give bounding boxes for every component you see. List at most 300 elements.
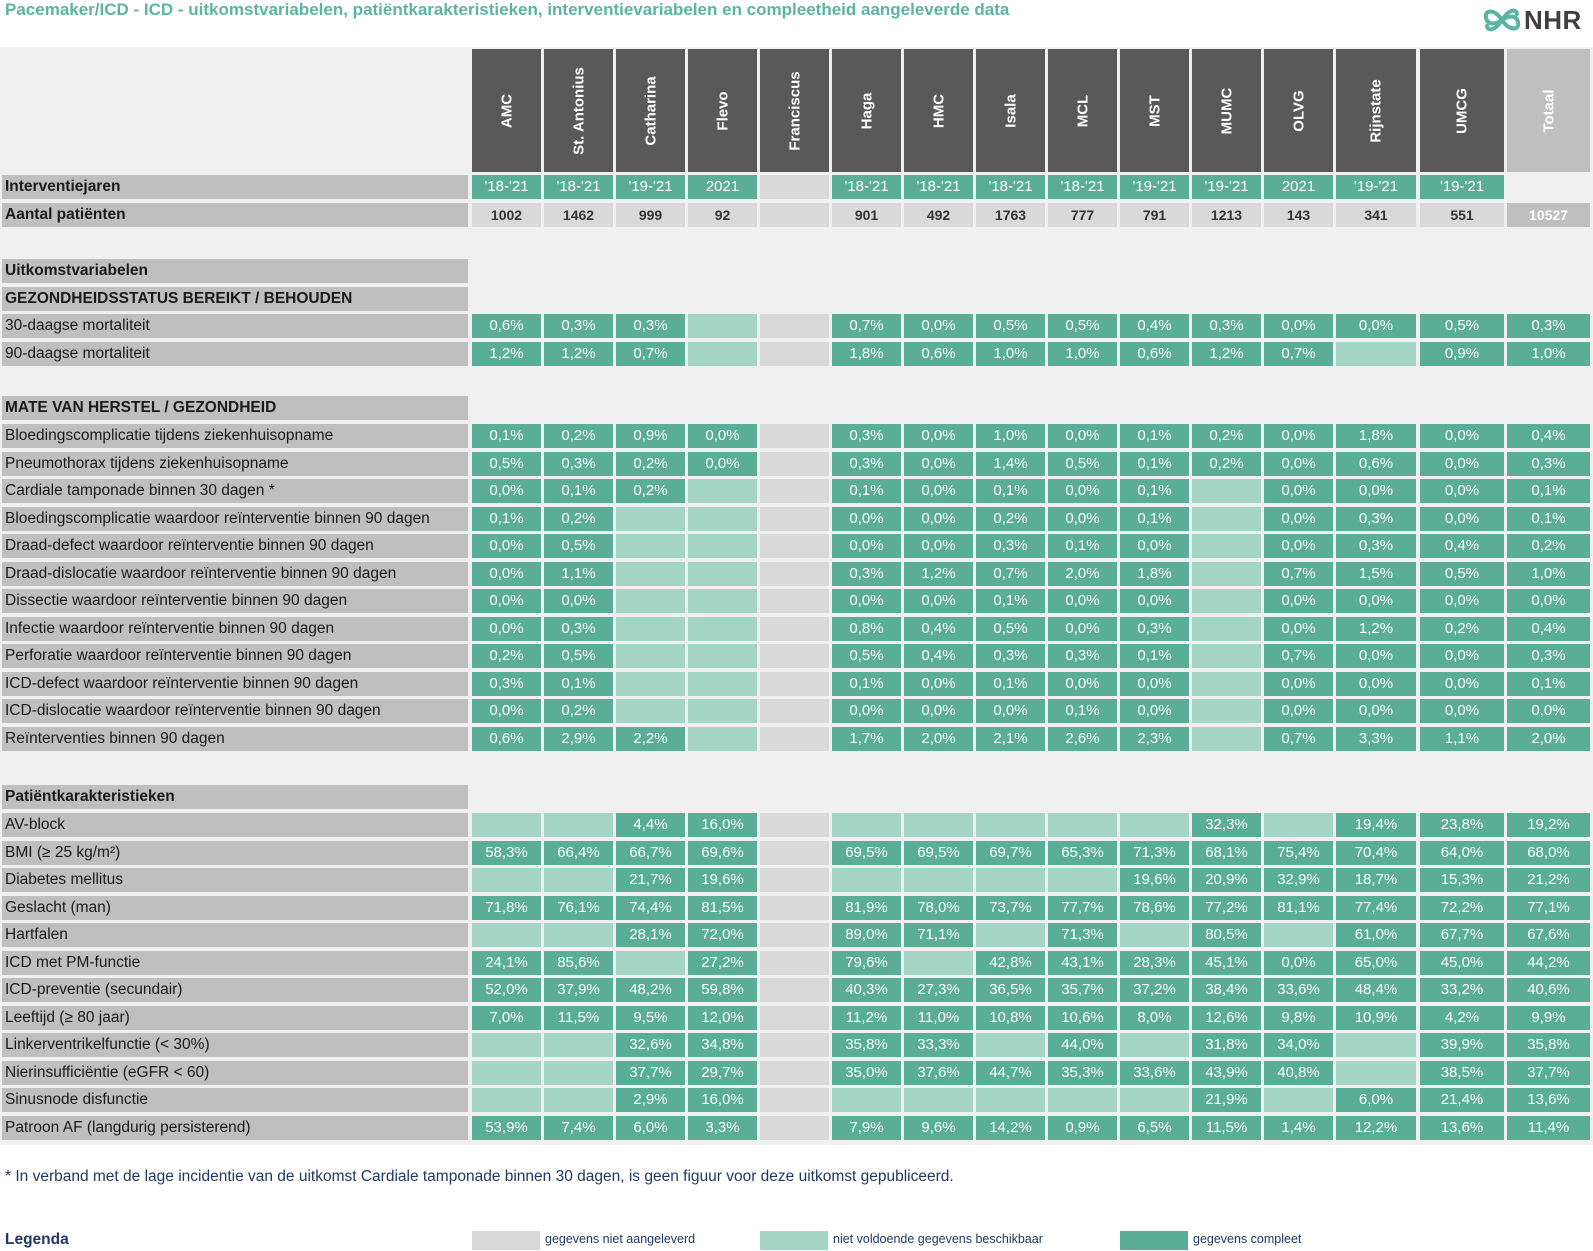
column-header-totaal — [1507, 49, 1590, 172]
legend-swatch-gegevens-compleet — [1120, 1231, 1188, 1250]
cell-mumc — [1192, 562, 1261, 586]
cell-umcg: 0,0% — [1420, 507, 1504, 531]
cell-rijnstate: 0,6% — [1336, 452, 1416, 476]
cell-mst: '19-'21 — [1120, 175, 1189, 199]
cell-franciscus — [760, 507, 829, 531]
cell-franciscus — [760, 203, 829, 227]
cell-flevo — [688, 617, 757, 641]
cell-flevo: 59,8% — [688, 978, 757, 1002]
logo-text: NHR — [1524, 4, 1582, 35]
cell-totaal: 0,0% — [1507, 699, 1590, 723]
cell-haga: 69,5% — [832, 841, 901, 865]
cell-rijnstate: 77,4% — [1336, 896, 1416, 920]
cell-olvg: 0,0% — [1264, 672, 1333, 696]
cell-rijnstate: 0,0% — [1336, 479, 1416, 503]
cell-haga: 0,3% — [832, 452, 901, 476]
cell-isala — [976, 1088, 1045, 1112]
cell-flevo: 92 — [688, 203, 757, 227]
cell-olvg: 1,4% — [1264, 1116, 1333, 1140]
cell-amc — [472, 1088, 541, 1112]
cell-st-antonius: 0,5% — [544, 644, 613, 668]
cell-umcg: 39,9% — [1420, 1033, 1504, 1057]
cell-franciscus — [760, 1116, 829, 1140]
cell-hmc: 492 — [904, 203, 973, 227]
cell-st-antonius: 0,1% — [544, 479, 613, 503]
cell-haga: 0,3% — [832, 562, 901, 586]
column-header-label: HMC — [930, 93, 947, 128]
cell-st-antonius: 0,2% — [544, 424, 613, 448]
cell-rijnstate: 0,3% — [1336, 507, 1416, 531]
cell-hmc: 0,4% — [904, 617, 973, 641]
cell-isala: 0,7% — [976, 562, 1045, 586]
row-label: 90-daagse mortaliteit — [2, 342, 468, 366]
column-header-label: Franciscus — [786, 70, 803, 151]
cell-catharina: 2,9% — [616, 1088, 685, 1112]
cell-mumc: 0,2% — [1192, 452, 1261, 476]
cell-rijnstate: 0,0% — [1336, 589, 1416, 613]
cell-catharina: 6,0% — [616, 1116, 685, 1140]
cell-olvg: 75,4% — [1264, 841, 1333, 865]
cell-olvg: 0,0% — [1264, 452, 1333, 476]
cell-totaal: 2,0% — [1507, 727, 1590, 751]
cell-umcg: 0,0% — [1420, 644, 1504, 668]
legend-label-gegevens-compleet: gegevens compleet — [1193, 1232, 1302, 1246]
cell-mumc: 77,2% — [1192, 896, 1261, 920]
cell-totaal: 68,0% — [1507, 841, 1590, 865]
cell-amc: 0,1% — [472, 424, 541, 448]
cell-mst: 0,1% — [1120, 507, 1189, 531]
cell-rijnstate: 341 — [1336, 203, 1416, 227]
cell-rijnstate: 0,0% — [1336, 314, 1416, 338]
cell-catharina: 74,4% — [616, 896, 685, 920]
cell-olvg: 0,7% — [1264, 727, 1333, 751]
cell-st-antonius: 0,3% — [544, 617, 613, 641]
cell-haga — [832, 813, 901, 837]
column-header-mcl — [1048, 49, 1117, 172]
row-label: BMI (≥ 25 kg/m²) — [2, 841, 468, 865]
cell-catharina: '19-'21 — [616, 175, 685, 199]
cell-totaal: 21,2% — [1507, 868, 1590, 892]
column-header-label: St. Antonius — [570, 66, 587, 155]
cell-olvg: 0,0% — [1264, 589, 1333, 613]
cell-mcl — [1048, 868, 1117, 892]
cell-umcg: 67,7% — [1420, 923, 1504, 947]
cell-mumc — [1192, 727, 1261, 751]
cell-hmc — [904, 951, 973, 975]
cell-olvg: 81,1% — [1264, 896, 1333, 920]
cell-umcg: 0,9% — [1420, 342, 1504, 366]
cell-totaal: 0,3% — [1507, 314, 1590, 338]
cell-rijnstate: 1,2% — [1336, 617, 1416, 641]
cell-franciscus — [760, 672, 829, 696]
cell-haga: 0,0% — [832, 699, 901, 723]
cell-st-antonius — [544, 1033, 613, 1057]
cell-mst: 33,6% — [1120, 1061, 1189, 1085]
cell-totaal: 10527 — [1507, 203, 1590, 227]
cell-amc: 7,0% — [472, 1006, 541, 1030]
cell-mcl: 35,7% — [1048, 978, 1117, 1002]
cell-franciscus — [760, 175, 829, 199]
cell-mcl: 35,3% — [1048, 1061, 1117, 1085]
cell-amc: 0,6% — [472, 727, 541, 751]
cell-mumc — [1192, 699, 1261, 723]
column-header-rijnstate — [1336, 49, 1416, 172]
cell-mumc — [1192, 479, 1261, 503]
cell-flevo — [688, 644, 757, 668]
cell-mumc — [1192, 507, 1261, 531]
cell-amc — [472, 923, 541, 947]
cell-flevo — [688, 562, 757, 586]
cell-isala: 2,1% — [976, 727, 1045, 751]
cell-amc: 24,1% — [472, 951, 541, 975]
cell-totaal: 77,1% — [1507, 896, 1590, 920]
cell-hmc: 0,0% — [904, 699, 973, 723]
cell-franciscus — [760, 699, 829, 723]
cell-flevo — [688, 672, 757, 696]
cell-hmc: 0,0% — [904, 507, 973, 531]
column-header-label: OLVG — [1290, 89, 1307, 132]
row-label: Dissectie waardoor reïnterventie binnen 90 dagen — [2, 589, 468, 613]
cell-mumc: 21,9% — [1192, 1088, 1261, 1112]
row-label: Reïnterventies binnen 90 dagen — [2, 727, 468, 751]
row-label: Patroon AF (langdurig persisterend) — [2, 1116, 468, 1140]
cell-flevo — [688, 589, 757, 613]
cell-mst: 0,0% — [1120, 589, 1189, 613]
column-header-amc — [472, 49, 541, 172]
cell-isala: 0,1% — [976, 479, 1045, 503]
cell-olvg: 0,0% — [1264, 314, 1333, 338]
cell-isala: 14,2% — [976, 1116, 1045, 1140]
cell-olvg: 2021 — [1264, 175, 1333, 199]
row-label: Perforatie waardoor reïnterventie binnen 90 dagen — [2, 644, 468, 668]
cell-st-antonius: 66,4% — [544, 841, 613, 865]
cell-hmc: 71,1% — [904, 923, 973, 947]
cell-franciscus — [760, 813, 829, 837]
cell-catharina: 48,2% — [616, 978, 685, 1002]
cell-franciscus — [760, 314, 829, 338]
cell-flevo — [688, 534, 757, 558]
legend-title: Legenda — [5, 1231, 69, 1248]
cell-mumc — [1192, 589, 1261, 613]
cell-mumc — [1192, 644, 1261, 668]
column-header-olvg — [1264, 49, 1333, 172]
row-label: Linkerventrikelfunctie (< 30%) — [2, 1033, 468, 1057]
cell-olvg: 0,0% — [1264, 699, 1333, 723]
cell-mcl: 0,1% — [1048, 699, 1117, 723]
cell-catharina: 37,7% — [616, 1061, 685, 1085]
cell-umcg: 23,8% — [1420, 813, 1504, 837]
cell-umcg: 0,0% — [1420, 452, 1504, 476]
cell-totaal: 0,2% — [1507, 534, 1590, 558]
cell-mumc: 43,9% — [1192, 1061, 1261, 1085]
cell-rijnstate: 1,8% — [1336, 424, 1416, 448]
cell-umcg: 0,5% — [1420, 314, 1504, 338]
cell-st-antonius: 0,2% — [544, 507, 613, 531]
cell-isala: 36,5% — [976, 978, 1045, 1002]
cell-rijnstate: 65,0% — [1336, 951, 1416, 975]
cell-st-antonius — [544, 1061, 613, 1085]
cell-rijnstate — [1336, 1061, 1416, 1085]
section-gezondheid: GEZONDHEIDSSTATUS BEREIKT / BEHOUDEN — [2, 287, 468, 311]
cell-st-antonius: 1,1% — [544, 562, 613, 586]
cell-hmc: 2,0% — [904, 727, 973, 751]
cell-isala: 0,3% — [976, 534, 1045, 558]
cell-hmc: 1,2% — [904, 562, 973, 586]
cell-catharina: 0,2% — [616, 479, 685, 503]
cell-catharina — [616, 672, 685, 696]
cell-mumc: 32,3% — [1192, 813, 1261, 837]
cell-rijnstate: 19,4% — [1336, 813, 1416, 837]
cell-umcg: 64,0% — [1420, 841, 1504, 865]
cell-hmc: 0,0% — [904, 452, 973, 476]
cell-rijnstate: 61,0% — [1336, 923, 1416, 947]
column-header-hmc — [904, 49, 973, 172]
cell-mumc: 0,2% — [1192, 424, 1261, 448]
cell-amc: 0,2% — [472, 644, 541, 668]
cell-mcl: 43,1% — [1048, 951, 1117, 975]
cell-olvg: 0,7% — [1264, 644, 1333, 668]
cell-totaal: 1,0% — [1507, 562, 1590, 586]
cell-olvg: 0,0% — [1264, 507, 1333, 531]
cell-hmc: 37,6% — [904, 1061, 973, 1085]
cell-st-antonius: 7,4% — [544, 1116, 613, 1140]
row-label: Diabetes mellitus — [2, 868, 468, 892]
cell-rijnstate: 70,4% — [1336, 841, 1416, 865]
cell-mumc: 38,4% — [1192, 978, 1261, 1002]
cell-st-antonius: 0,3% — [544, 452, 613, 476]
cell-flevo: 2021 — [688, 175, 757, 199]
cell-isala — [976, 923, 1045, 947]
cell-st-antonius — [544, 923, 613, 947]
cell-catharina: 0,7% — [616, 342, 685, 366]
cell-umcg: 0,0% — [1420, 424, 1504, 448]
cell-olvg: 9,8% — [1264, 1006, 1333, 1030]
cell-flevo: 0,0% — [688, 452, 757, 476]
cell-catharina: 32,6% — [616, 1033, 685, 1057]
cell-franciscus — [760, 727, 829, 751]
cell-isala: 0,5% — [976, 314, 1045, 338]
cell-franciscus — [760, 868, 829, 892]
cell-haga: 0,1% — [832, 479, 901, 503]
cell-flevo — [688, 479, 757, 503]
cell-totaal: 0,3% — [1507, 452, 1590, 476]
cell-haga: 7,9% — [832, 1116, 901, 1140]
cell-olvg: 40,8% — [1264, 1061, 1333, 1085]
cell-mcl: 10,6% — [1048, 1006, 1117, 1030]
cell-totaal: 19,2% — [1507, 813, 1590, 837]
cell-mumc: '19-'21 — [1192, 175, 1261, 199]
cell-catharina — [616, 589, 685, 613]
cell-rijnstate — [1336, 342, 1416, 366]
cell-totaal: 44,2% — [1507, 951, 1590, 975]
cell-haga: 35,8% — [832, 1033, 901, 1057]
cell-catharina — [616, 507, 685, 531]
cell-mcl: 0,5% — [1048, 314, 1117, 338]
cell-mumc: 12,6% — [1192, 1006, 1261, 1030]
cell-st-antonius: 85,6% — [544, 951, 613, 975]
cell-umcg: 21,4% — [1420, 1088, 1504, 1112]
nhr-logo-icon — [1482, 2, 1522, 38]
cell-mcl: 0,0% — [1048, 424, 1117, 448]
cell-hmc — [904, 868, 973, 892]
cell-mst: 0,0% — [1120, 534, 1189, 558]
cell-haga: 0,3% — [832, 424, 901, 448]
cell-mst: 37,2% — [1120, 978, 1189, 1002]
cell-flevo: 19,6% — [688, 868, 757, 892]
cell-totaal: 1,0% — [1507, 342, 1590, 366]
cell-mcl: 0,0% — [1048, 507, 1117, 531]
cell-mumc: 11,5% — [1192, 1116, 1261, 1140]
cell-isala: 73,7% — [976, 896, 1045, 920]
cell-franciscus — [760, 1061, 829, 1085]
row-label: Hartfalen — [2, 923, 468, 947]
cell-mst: 6,5% — [1120, 1116, 1189, 1140]
cell-hmc: 27,3% — [904, 978, 973, 1002]
cell-isala: 1,4% — [976, 452, 1045, 476]
cell-st-antonius: 0,0% — [544, 589, 613, 613]
cell-olvg — [1264, 923, 1333, 947]
cell-catharina: 999 — [616, 203, 685, 227]
column-header-mumc — [1192, 49, 1261, 172]
cell-haga: 35,0% — [832, 1061, 901, 1085]
cell-st-antonius: 11,5% — [544, 1006, 613, 1030]
legend-swatch-gegevens-niet-aangeleverd — [472, 1231, 540, 1250]
cell-mst: 0,1% — [1120, 479, 1189, 503]
column-header-label: AMC — [498, 93, 515, 128]
cell-franciscus — [760, 342, 829, 366]
cell-mst: 1,8% — [1120, 562, 1189, 586]
cell-catharina — [616, 644, 685, 668]
cell-franciscus — [760, 951, 829, 975]
cell-st-antonius: 37,9% — [544, 978, 613, 1002]
cell-catharina: 0,3% — [616, 314, 685, 338]
cell-mcl: 0,0% — [1048, 672, 1117, 696]
cell-olvg: 0,0% — [1264, 951, 1333, 975]
cell-amc: 1002 — [472, 203, 541, 227]
cell-amc: 58,3% — [472, 841, 541, 865]
cell-isala — [976, 868, 1045, 892]
cell-isala — [976, 813, 1045, 837]
cell-catharina — [616, 617, 685, 641]
cell-hmc: 0,0% — [904, 589, 973, 613]
column-header-label: Catharina — [642, 75, 659, 146]
cell-st-antonius: 0,5% — [544, 534, 613, 558]
cell-catharina: 2,2% — [616, 727, 685, 751]
cell-hmc — [904, 813, 973, 837]
cell-olvg: 0,0% — [1264, 617, 1333, 641]
cell-mcl: 777 — [1048, 203, 1117, 227]
cell-mst: 71,3% — [1120, 841, 1189, 865]
cell-umcg: 0,0% — [1420, 479, 1504, 503]
cell-olvg: 0,7% — [1264, 342, 1333, 366]
cell-st-antonius: 76,1% — [544, 896, 613, 920]
cell-amc: 0,6% — [472, 314, 541, 338]
cell-mst: 0,6% — [1120, 342, 1189, 366]
cell-umcg: 0,0% — [1420, 589, 1504, 613]
row-label: Infectie waardoor reïnterventie binnen 90 dagen — [2, 617, 468, 641]
row-label: AV-block — [2, 813, 468, 837]
cell-rijnstate: 3,3% — [1336, 727, 1416, 751]
cell-isala: 10,8% — [976, 1006, 1045, 1030]
cell-catharina — [616, 699, 685, 723]
cell-amc: 0,0% — [472, 479, 541, 503]
cell-mcl: 1,0% — [1048, 342, 1117, 366]
row-label: ICD met PM-functie — [2, 951, 468, 975]
cell-rijnstate: 6,0% — [1336, 1088, 1416, 1112]
cell-amc: 71,8% — [472, 896, 541, 920]
cell-amc: 0,1% — [472, 507, 541, 531]
cell-franciscus — [760, 1088, 829, 1112]
column-header-st-antonius — [544, 49, 613, 172]
cell-catharina: 21,7% — [616, 868, 685, 892]
cell-olvg: 34,0% — [1264, 1033, 1333, 1057]
cell-haga: 81,9% — [832, 896, 901, 920]
cell-catharina — [616, 534, 685, 558]
cell-isala: 44,7% — [976, 1061, 1045, 1085]
cell-isala: 1,0% — [976, 424, 1045, 448]
cell-amc: 0,0% — [472, 534, 541, 558]
cell-st-antonius: 0,2% — [544, 699, 613, 723]
cell-catharina: 66,7% — [616, 841, 685, 865]
cell-mcl: 2,6% — [1048, 727, 1117, 751]
cell-haga: 89,0% — [832, 923, 901, 947]
cell-haga — [832, 1088, 901, 1112]
cell-olvg — [1264, 1088, 1333, 1112]
cell-rijnstate: 48,4% — [1336, 978, 1416, 1002]
cell-haga: '18-'21 — [832, 175, 901, 199]
cell-mumc: 1213 — [1192, 203, 1261, 227]
cell-mst — [1120, 1088, 1189, 1112]
section-uitkomst: Uitkomstvariabelen — [2, 259, 468, 283]
column-header-label: Flevo — [714, 90, 731, 131]
cell-catharina: 28,1% — [616, 923, 685, 947]
column-header-label: MST — [1146, 94, 1163, 127]
cell-flevo — [688, 342, 757, 366]
cell-mst: 0,1% — [1120, 644, 1189, 668]
cell-amc — [472, 1033, 541, 1057]
cell-mst: 0,0% — [1120, 699, 1189, 723]
cell-mst: 791 — [1120, 203, 1189, 227]
cell-haga: 901 — [832, 203, 901, 227]
cell-mumc: 20,9% — [1192, 868, 1261, 892]
cell-hmc: 0,4% — [904, 644, 973, 668]
cell-haga: 0,5% — [832, 644, 901, 668]
cell-rijnstate: 0,0% — [1336, 699, 1416, 723]
cell-hmc: 0,0% — [904, 479, 973, 503]
cell-mcl: 44,0% — [1048, 1033, 1117, 1057]
legend-label-gegevens-niet-aangeleverd: gegevens niet aangeleverd — [545, 1232, 696, 1246]
cell-olvg — [1264, 813, 1333, 837]
cell-mumc — [1192, 672, 1261, 696]
cell-olvg: 33,6% — [1264, 978, 1333, 1002]
section-herstel: MATE VAN HERSTEL / GEZONDHEID — [2, 396, 468, 420]
row-label: Interventiejaren — [2, 175, 468, 199]
cell-totaal: 40,6% — [1507, 978, 1590, 1002]
cell-catharina: 4,4% — [616, 813, 685, 837]
cell-isala: 0,0% — [976, 699, 1045, 723]
column-header-label: MCL — [1074, 94, 1091, 127]
column-header-label: Isala — [1002, 93, 1019, 128]
cell-totaal: 0,0% — [1507, 589, 1590, 613]
cell-catharina: 0,2% — [616, 452, 685, 476]
cell-hmc: 9,6% — [904, 1116, 973, 1140]
cell-franciscus — [760, 896, 829, 920]
cell-st-antonius: 1,2% — [544, 342, 613, 366]
cell-st-antonius — [544, 868, 613, 892]
cell-mst: 0,0% — [1120, 672, 1189, 696]
cell-mcl: 0,0% — [1048, 617, 1117, 641]
cell-umcg: 0,4% — [1420, 534, 1504, 558]
